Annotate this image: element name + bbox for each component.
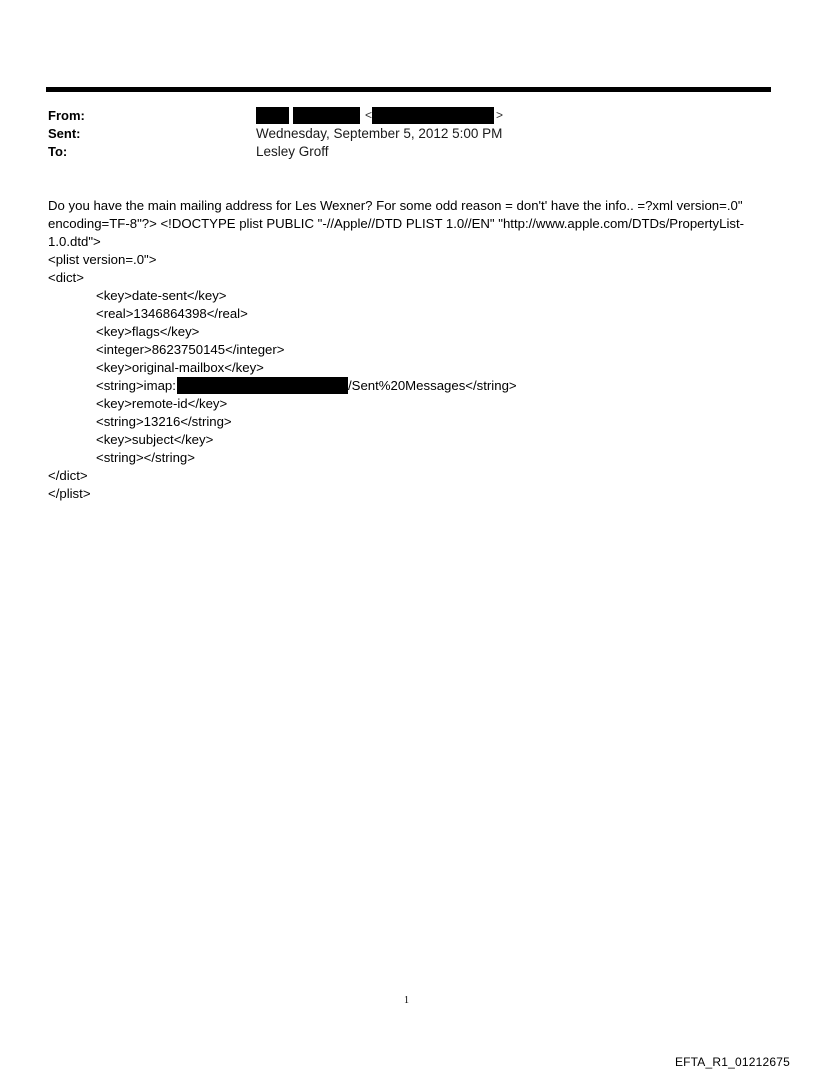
plist-line: <integer>8623750145</integer> — [96, 342, 285, 357]
plist-line: <string>13216</string> — [96, 414, 232, 429]
redaction-from-last-name — [293, 107, 360, 124]
from-label: From: — [48, 108, 85, 123]
sent-label: Sent: — [48, 126, 81, 141]
plist-line: <key>date-sent</key> — [96, 288, 227, 303]
plist-imap-prefix: <string>imap: — [96, 378, 176, 393]
closing-line: </dict> — [48, 468, 88, 483]
from-email-close-bracket: > — [496, 108, 504, 122]
to-label: To: — [48, 144, 68, 159]
body-line: Do you have the main mailing address for Les Wexner? For some odd reason = don't' have the info.. =?xml version=.0" — [48, 198, 743, 213]
plist-line: <key>subject</key> — [96, 432, 214, 447]
header-divider — [46, 87, 771, 92]
from-email-open-bracket: < — [365, 108, 373, 122]
body-line: <dict> — [48, 270, 84, 285]
sent-value: Wednesday, September 5, 2012 5:00 PM — [256, 126, 503, 141]
closing-line: </plist> — [48, 486, 91, 501]
to-value: Lesley Groff — [256, 144, 329, 159]
plist-line: <real>1346864398</real> — [96, 306, 248, 321]
body-line: encoding=TF-8"?> <!DOCTYPE plist PUBLIC "-//Apple//DTD PLIST 1.0//EN" "http://www.apple.com/DTDs/PropertyList- — [48, 216, 745, 231]
plist-line: <key>original-mailbox</key> — [96, 360, 264, 375]
plist-line: <key>flags</key> — [96, 324, 200, 339]
plist-imap-suffix: /Sent%20Messages</string> — [348, 378, 517, 393]
plist-line: <string></string> — [96, 450, 195, 465]
page-number: 1 — [404, 995, 409, 1006]
plist-line: <key>remote-id</key> — [96, 396, 228, 411]
document-id: EFTA_R1_01212675 — [674, 1055, 790, 1069]
redaction-from-first-name — [256, 107, 289, 124]
redaction-from-email — [372, 107, 494, 124]
body-line: <plist version=.0"> — [48, 252, 157, 267]
redaction-imap-address — [177, 377, 348, 394]
body-line: 1.0.dtd"> — [48, 234, 101, 249]
